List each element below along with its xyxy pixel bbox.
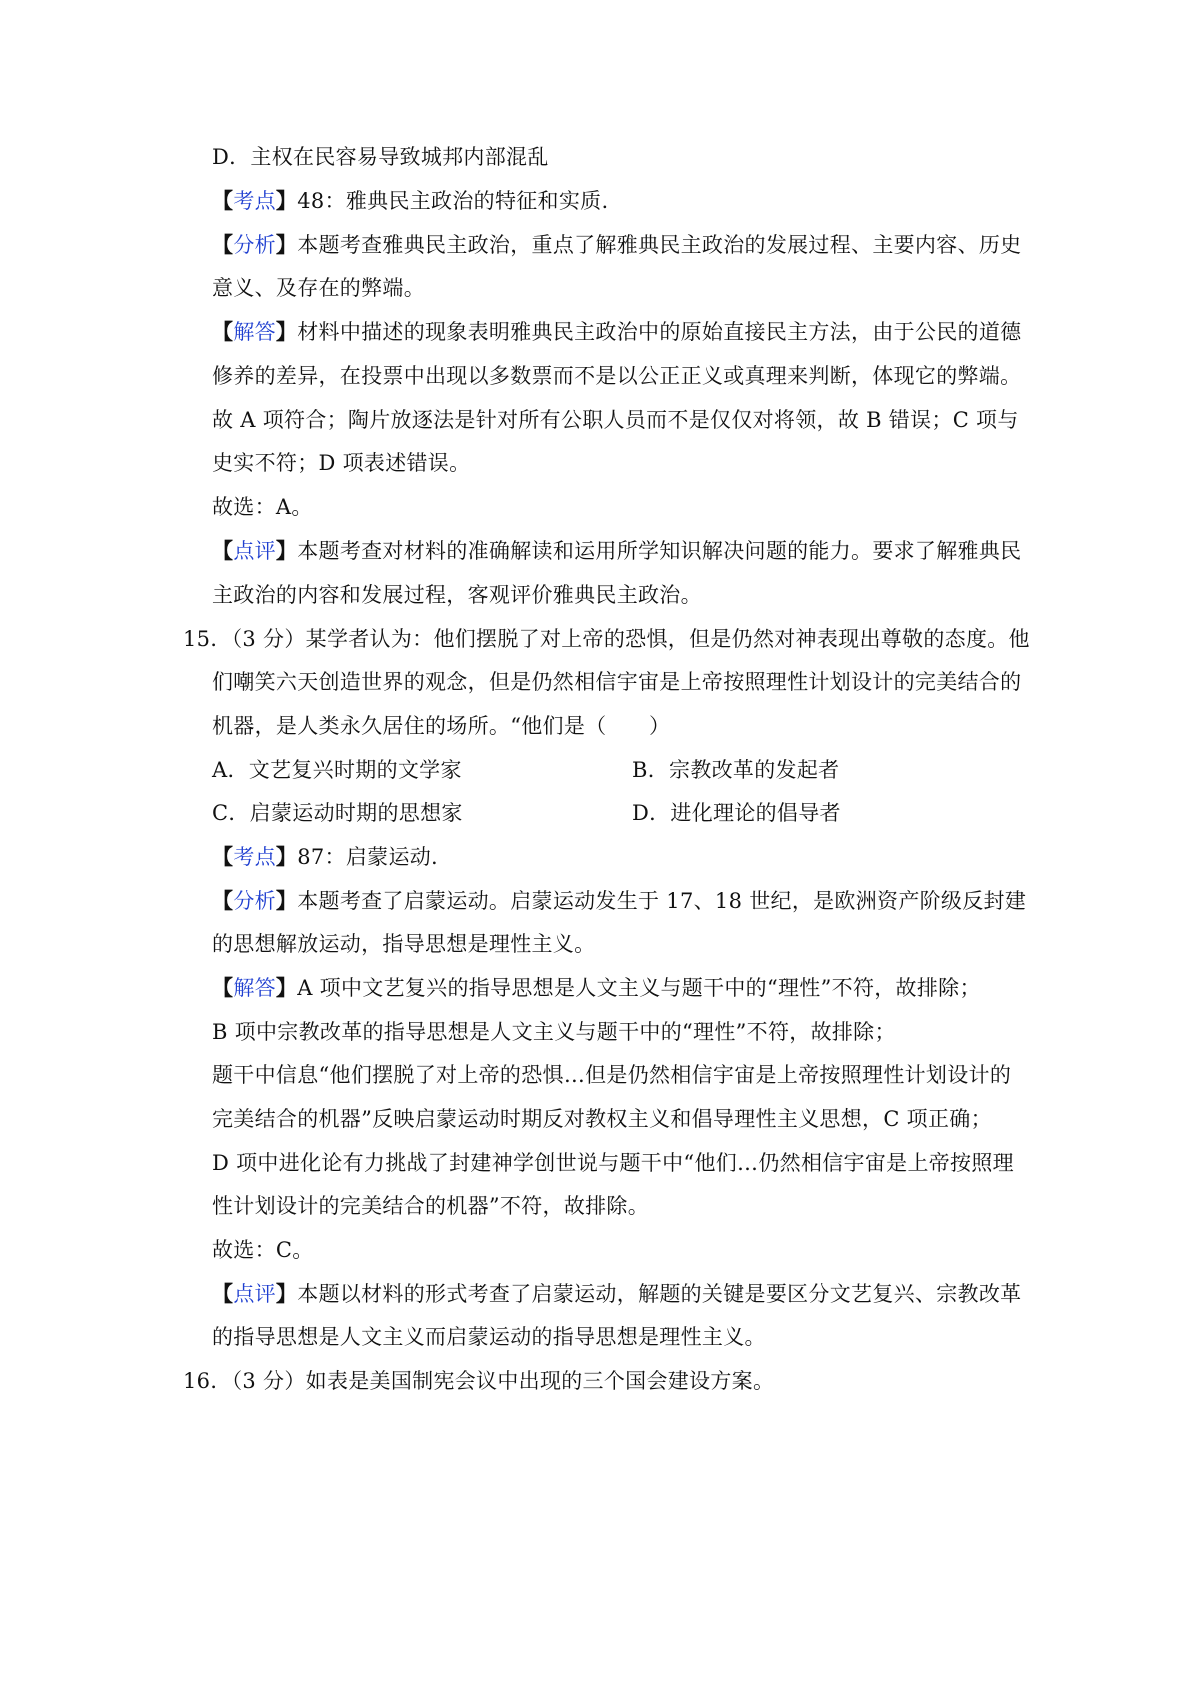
fenxi-text: 本题考查了启蒙运动。启蒙运动发生于 17、18 世纪，是欧洲资产阶级反封建: [297, 889, 1027, 913]
bracket-close: 】: [275, 975, 298, 1000]
bracket-open: 【: [212, 844, 234, 869]
dianping-text: 本题以材料的形式考查了启蒙运动，解题的关键是要区分文艺复兴、宗教改革: [297, 1282, 1022, 1306]
q15-option-b: B．宗教改革的发起者: [632, 758, 840, 782]
q15-fenxi: [212, 886, 1026, 916]
bracket-open: 【: [212, 188, 234, 213]
dianping-prev-cont: 主政治的内容和发展过程，客观评价雅典民主政治。: [212, 583, 702, 607]
bracket-close: 】: [275, 888, 298, 913]
answer-prev: 故选：A。: [212, 495, 313, 519]
q15-answer: 故选：C。: [212, 1238, 314, 1262]
jieda-prev-cont-2: 故 A 项符合；陶片放逐法是针对所有公职人员而不是仅仅对将领，故 B 错误；C 项与: [212, 408, 1019, 432]
q15-fenxi-cont: 的思想解放运动，指导思想是理性主义。: [212, 932, 596, 956]
fenxi-prev: [212, 230, 1021, 260]
q15-dianping-cont: 的指导思想是人文主义而启蒙运动的指导思想是理性主义。: [212, 1325, 766, 1349]
bracket-open: 【: [212, 538, 234, 563]
q15-kaodian: [212, 842, 438, 872]
dianping-prev: [212, 536, 1021, 566]
kaodian-text: 48：雅典民主政治的特征和实质.: [297, 189, 609, 213]
bracket-close: 】: [275, 232, 298, 257]
bracket-close: 】: [275, 538, 298, 563]
q15-jieda-cont-3: 完美结合的机器”反映启蒙运动时期反对教权主义和倡导理性主义思想，C 项正确；: [212, 1107, 992, 1131]
q15-option-a: A．文艺复兴时期的文学家: [212, 758, 462, 782]
dianping-text: 本题考查对材料的准确解读和运用所学知识解决问题的能力。要求了解雅典民: [297, 539, 1022, 563]
option-d-prev: D．主权在民容易导致城邦内部混乱: [212, 145, 549, 169]
kaodian-text: 87：启蒙运动.: [297, 845, 439, 869]
bracket-open: 【: [212, 888, 234, 913]
q15-stem-line-1: 15．（3 分）某学者认为：他们摆脱了对上帝的恐惧，但是仍然对神表现出尊敬的态度。他: [183, 627, 1030, 651]
jieda-prev: [212, 317, 1021, 347]
q15-dianping: [212, 1279, 1021, 1309]
tag-dianping: 点评: [233, 1282, 276, 1306]
kaodian-prev: [212, 186, 608, 216]
bracket-close: 】: [275, 1281, 298, 1306]
tag-kaodian: 考点: [233, 189, 276, 213]
q15-option-c: C．启蒙运动时期的思想家: [212, 801, 463, 825]
tag-jieda: 解答: [233, 976, 276, 1000]
tag-dianping: 点评: [233, 539, 276, 563]
q15-jieda-cont-5: 性计划设计的完美结合的机器”不符，故排除。: [212, 1194, 650, 1218]
bracket-open: 【: [212, 1281, 234, 1306]
fenxi-text: 本题考查雅典民主政治，重点了解雅典民主政治的发展过程、主要内容、历史: [297, 233, 1022, 257]
tag-jieda: 解答: [233, 320, 276, 344]
bracket-open: 【: [212, 319, 234, 344]
jieda-prev-cont-1: 修养的差异，在投票中出现以多数票而不是以公正正义或真理来判断，体现它的弊端。: [212, 364, 1022, 388]
tag-kaodian: 考点: [233, 845, 276, 869]
fenxi-prev-cont: 意义、及存在的弊端。: [212, 276, 425, 300]
q15-jieda-cont-2: 题干中信息“他们摆脱了对上帝的恐惧…但是仍然相信宇宙是上帝按照理性计划设计的: [212, 1063, 1012, 1087]
q15-stem-line-2: 们嘲笑六天创造世界的观念，但是仍然相信宇宙是上帝按照理性计划设计的完美结合的: [212, 670, 1022, 694]
q15-option-d: D．进化理论的倡导者: [632, 801, 841, 825]
jieda-prev-cont-3: 史实不符；D 项表述错误。: [212, 451, 471, 475]
tag-fenxi: 分析: [233, 889, 276, 913]
bracket-close: 】: [275, 188, 298, 213]
q16-stem: 16．（3 分）如表是美国制宪会议中出现的三个国会建设方案。: [183, 1369, 775, 1393]
bracket-open: 【: [212, 975, 234, 1000]
bracket-close: 】: [275, 319, 298, 344]
q15-jieda: [212, 973, 981, 1003]
q15-jieda-cont-4: D 项中进化论有力挑战了封建神学创世说与题干中“他们…仍然相信宇宙是上帝按照理: [212, 1151, 1014, 1175]
q15-jieda-cont-1: B 项中宗教改革的指导思想是人文主义与题干中的“理性”不符，故排除；: [212, 1020, 896, 1044]
bracket-close: 】: [275, 844, 298, 869]
bracket-open: 【: [212, 232, 234, 257]
jieda-text: A 项中文艺复兴的指导思想是人文主义与题干中的“理性”不符，故排除；: [297, 976, 981, 1000]
jieda-text: 材料中描述的现象表明雅典民主政治中的原始直接民主方法，由于公民的道德: [297, 320, 1022, 344]
tag-fenxi: 分析: [233, 233, 276, 257]
q15-stem-line-3: 机器，是人类永久居住的场所。“他们是（ ）: [212, 714, 671, 738]
